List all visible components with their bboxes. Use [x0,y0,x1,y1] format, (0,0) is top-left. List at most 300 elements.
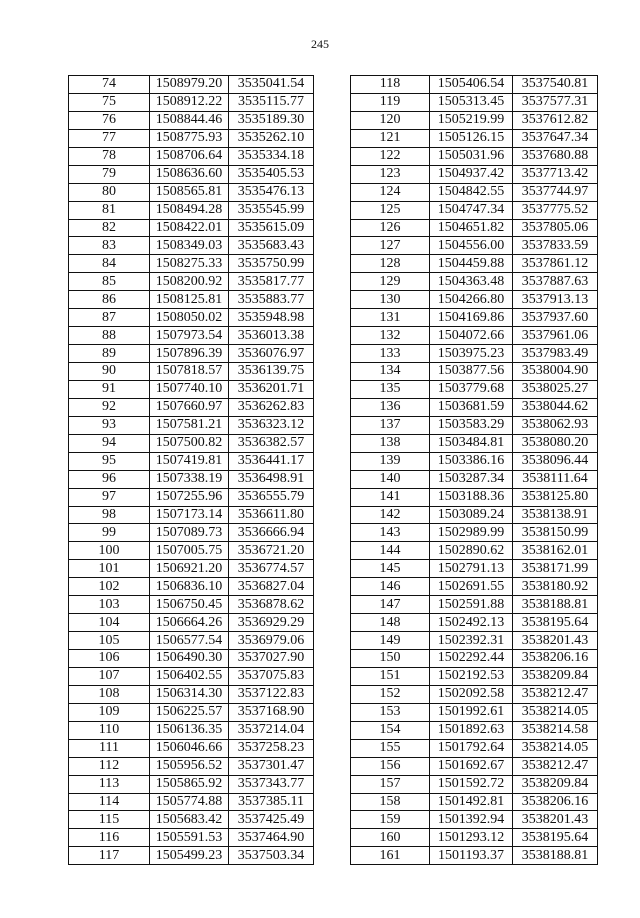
table-row [351,488,598,506]
point-number-cell: 105 [69,632,150,650]
table-row [351,309,598,327]
point-number-cell: 101 [69,560,150,578]
point-number-cell: 139 [351,452,430,470]
y-coordinate-cell: 3537913.13 [513,291,598,309]
x-coordinate-cell: 1504747.34 [430,201,513,219]
x-coordinate-cell: 1504072.66 [430,327,513,345]
table-row [69,506,314,524]
x-coordinate-cell: 1506314.30 [150,685,229,703]
point-number-cell: 80 [69,183,150,201]
y-coordinate-cell: 3535750.99 [229,255,314,273]
y-coordinate-cell: 3537937.60 [513,309,598,327]
y-coordinate-cell: 3536979.06 [229,632,314,650]
point-number-cell: 160 [351,829,430,847]
table-row [351,345,598,363]
table-row [351,327,598,345]
point-number-cell: 111 [69,739,150,757]
table-row [351,632,598,650]
x-coordinate-cell: 1507173.14 [150,506,229,524]
x-coordinate-cell: 1502292.44 [430,650,513,668]
point-number-cell: 113 [69,775,150,793]
point-number-cell: 130 [351,291,430,309]
table-row [351,147,598,165]
table-row [351,811,598,829]
point-number-cell: 150 [351,650,430,668]
y-coordinate-cell: 3538025.27 [513,380,598,398]
x-coordinate-cell: 1507500.82 [150,434,229,452]
x-coordinate-cell: 1501592.72 [430,775,513,793]
point-number-cell: 123 [351,165,430,183]
table-row [69,452,314,470]
x-coordinate-cell: 1501792.64 [430,739,513,757]
table-row [351,757,598,775]
page-number: 245 [311,37,329,51]
point-number-cell: 158 [351,793,430,811]
y-coordinate-cell: 3536139.75 [229,363,314,381]
table-row [69,165,314,183]
y-coordinate-cell: 3536929.29 [229,614,314,632]
x-coordinate-cell: 1501193.37 [430,847,513,865]
x-coordinate-cell: 1507255.96 [150,488,229,506]
table-row [69,721,314,739]
x-coordinate-cell: 1506136.35 [150,721,229,739]
point-number-cell: 91 [69,380,150,398]
y-coordinate-cell: 3537744.97 [513,183,598,201]
x-coordinate-cell: 1502989.99 [430,524,513,542]
point-number-cell: 82 [69,219,150,237]
x-coordinate-cell: 1504842.55 [430,183,513,201]
table-row [351,129,598,147]
y-coordinate-cell: 3538201.43 [513,811,598,829]
point-number-cell: 122 [351,147,430,165]
x-coordinate-cell: 1505683.42 [150,811,229,829]
x-coordinate-cell: 1505956.52 [150,757,229,775]
y-coordinate-cell: 3538212.47 [513,685,598,703]
point-number-cell: 108 [69,685,150,703]
table-row [351,398,598,416]
point-number-cell: 118 [351,76,430,94]
x-coordinate-cell: 1505031.96 [430,147,513,165]
point-number-cell: 152 [351,685,430,703]
table-row [69,434,314,452]
point-number-cell: 161 [351,847,430,865]
x-coordinate-cell: 1508349.03 [150,237,229,255]
x-coordinate-cell: 1504169.86 [430,309,513,327]
point-number-cell: 119 [351,93,430,111]
y-coordinate-cell: 3538195.64 [513,614,598,632]
table-row [351,542,598,560]
point-number-cell: 148 [351,614,430,632]
point-number-cell: 146 [351,578,430,596]
y-coordinate-cell: 3537258.23 [229,739,314,757]
point-number-cell: 87 [69,309,150,327]
y-coordinate-cell: 3537464.90 [229,829,314,847]
table-row [69,93,314,111]
y-coordinate-cell: 3535683.43 [229,237,314,255]
x-coordinate-cell: 1503287.34 [430,470,513,488]
x-coordinate-cell: 1506402.55 [150,667,229,685]
table-row [351,183,598,201]
x-coordinate-cell: 1502392.31 [430,632,513,650]
x-coordinate-cell: 1507419.81 [150,452,229,470]
table-row [351,524,598,542]
point-number-cell: 90 [69,363,150,381]
point-number-cell: 121 [351,129,430,147]
x-coordinate-cell: 1505313.45 [430,93,513,111]
point-number-cell: 110 [69,721,150,739]
x-coordinate-cell: 1501892.63 [430,721,513,739]
y-coordinate-cell: 3538206.16 [513,650,598,668]
y-coordinate-cell: 3536666.94 [229,524,314,542]
y-coordinate-cell: 3535405.53 [229,165,314,183]
y-coordinate-cell: 3538044.62 [513,398,598,416]
x-coordinate-cell: 1505406.54 [430,76,513,94]
x-coordinate-cell: 1507818.57 [150,363,229,381]
point-number-cell: 133 [351,345,430,363]
y-coordinate-cell: 3535041.54 [229,76,314,94]
x-coordinate-cell: 1504651.82 [430,219,513,237]
point-number-cell: 116 [69,829,150,847]
y-coordinate-cell: 3538125.80 [513,488,598,506]
table-row [69,129,314,147]
table-row [69,147,314,165]
y-coordinate-cell: 3537983.49 [513,345,598,363]
table-row [69,614,314,632]
x-coordinate-cell: 1503877.56 [430,363,513,381]
x-coordinate-cell: 1508275.33 [150,255,229,273]
x-coordinate-cell: 1508979.20 [150,76,229,94]
y-coordinate-cell: 3538209.84 [513,667,598,685]
point-number-cell: 106 [69,650,150,668]
x-coordinate-cell: 1508844.46 [150,111,229,129]
y-coordinate-cell: 3537805.06 [513,219,598,237]
point-number-cell: 141 [351,488,430,506]
y-coordinate-cell: 3537301.47 [229,757,314,775]
x-coordinate-cell: 1508775.93 [150,129,229,147]
y-coordinate-cell: 3537122.83 [229,685,314,703]
point-number-cell: 127 [351,237,430,255]
point-number-cell: 100 [69,542,150,560]
x-coordinate-cell: 1505219.99 [430,111,513,129]
y-coordinate-cell: 3537577.31 [513,93,598,111]
point-number-cell: 79 [69,165,150,183]
y-coordinate-cell: 3537503.34 [229,847,314,865]
y-coordinate-cell: 3535115.77 [229,93,314,111]
point-number-cell: 125 [351,201,430,219]
y-coordinate-cell: 3536827.04 [229,578,314,596]
table-row [69,309,314,327]
table-row [351,560,598,578]
table-row [351,219,598,237]
coordinate-table-left [68,75,314,865]
table-row [69,560,314,578]
x-coordinate-cell: 1507896.39 [150,345,229,363]
point-number-cell: 95 [69,452,150,470]
table-row [69,380,314,398]
table-row [351,111,598,129]
table-row [69,470,314,488]
point-number-cell: 143 [351,524,430,542]
table-row [351,847,598,865]
y-coordinate-cell: 3537647.34 [513,129,598,147]
x-coordinate-cell: 1507660.97 [150,398,229,416]
point-number-cell: 147 [351,596,430,614]
point-number-cell: 138 [351,434,430,452]
table-row [351,470,598,488]
point-number-cell: 74 [69,76,150,94]
table-row [351,721,598,739]
y-coordinate-cell: 3538080.20 [513,434,598,452]
table-row [351,829,598,847]
y-coordinate-cell: 3538201.43 [513,632,598,650]
table-row [69,793,314,811]
table-row [69,183,314,201]
table-row [69,255,314,273]
x-coordinate-cell: 1508422.01 [150,219,229,237]
x-coordinate-cell: 1505591.53 [150,829,229,847]
table-row [69,488,314,506]
y-coordinate-cell: 3535615.09 [229,219,314,237]
x-coordinate-cell: 1502492.13 [430,614,513,632]
table-row [69,542,314,560]
y-coordinate-cell: 3538188.81 [513,596,598,614]
x-coordinate-cell: 1503681.59 [430,398,513,416]
y-coordinate-cell: 3536262.83 [229,398,314,416]
table-row [351,416,598,434]
table-row [69,703,314,721]
x-coordinate-cell: 1501692.67 [430,757,513,775]
point-number-cell: 107 [69,667,150,685]
y-coordinate-cell: 3538162.01 [513,542,598,560]
point-number-cell: 132 [351,327,430,345]
table-row [351,578,598,596]
y-coordinate-cell: 3535817.77 [229,273,314,291]
table-row [69,237,314,255]
point-number-cell: 124 [351,183,430,201]
x-coordinate-cell: 1508706.64 [150,147,229,165]
table-row [351,93,598,111]
y-coordinate-cell: 3536323.12 [229,416,314,434]
table-row [69,273,314,291]
x-coordinate-cell: 1506046.66 [150,739,229,757]
table-row [69,667,314,685]
y-coordinate-cell: 3537540.81 [513,76,598,94]
y-coordinate-cell: 3538195.64 [513,829,598,847]
table-row [351,650,598,668]
point-number-cell: 117 [69,847,150,865]
y-coordinate-cell: 3536498.91 [229,470,314,488]
point-number-cell: 76 [69,111,150,129]
point-number-cell: 144 [351,542,430,560]
y-coordinate-cell: 3537612.82 [513,111,598,129]
table-row [351,165,598,183]
y-coordinate-cell: 3538212.47 [513,757,598,775]
table-row [351,201,598,219]
table-row [69,219,314,237]
y-coordinate-cell: 3538096.44 [513,452,598,470]
y-coordinate-cell: 3538188.81 [513,847,598,865]
y-coordinate-cell: 3538214.58 [513,721,598,739]
point-number-cell: 77 [69,129,150,147]
x-coordinate-cell: 1504937.42 [430,165,513,183]
point-number-cell: 140 [351,470,430,488]
point-number-cell: 99 [69,524,150,542]
y-coordinate-cell: 3536441.17 [229,452,314,470]
point-number-cell: 114 [69,793,150,811]
table-row [69,650,314,668]
y-coordinate-cell: 3537775.52 [513,201,598,219]
x-coordinate-cell: 1503089.24 [430,506,513,524]
x-coordinate-cell: 1505126.15 [430,129,513,147]
table-row [69,398,314,416]
y-coordinate-cell: 3536382.57 [229,434,314,452]
table-row [351,614,598,632]
y-coordinate-cell: 3537861.12 [513,255,598,273]
x-coordinate-cell: 1504266.80 [430,291,513,309]
point-number-cell: 120 [351,111,430,129]
x-coordinate-cell: 1503484.81 [430,434,513,452]
point-number-cell: 94 [69,434,150,452]
y-coordinate-cell: 3538171.99 [513,560,598,578]
y-coordinate-cell: 3535476.13 [229,183,314,201]
table-row [69,416,314,434]
table-row [69,811,314,829]
table-row [351,452,598,470]
x-coordinate-cell: 1504556.00 [430,237,513,255]
y-coordinate-cell: 3537075.83 [229,667,314,685]
y-coordinate-cell: 3538209.84 [513,775,598,793]
table-row [69,111,314,129]
point-number-cell: 97 [69,488,150,506]
table-row [351,76,598,94]
y-coordinate-cell: 3538214.05 [513,739,598,757]
x-coordinate-cell: 1506836.10 [150,578,229,596]
point-number-cell: 78 [69,147,150,165]
point-number-cell: 136 [351,398,430,416]
point-number-cell: 104 [69,614,150,632]
point-number-cell: 103 [69,596,150,614]
point-number-cell: 81 [69,201,150,219]
y-coordinate-cell: 3536878.62 [229,596,314,614]
x-coordinate-cell: 1505774.88 [150,793,229,811]
table-row [69,363,314,381]
point-number-cell: 129 [351,273,430,291]
x-coordinate-cell: 1503386.16 [430,452,513,470]
x-coordinate-cell: 1504363.48 [430,273,513,291]
x-coordinate-cell: 1502192.53 [430,667,513,685]
table-row [69,739,314,757]
point-number-cell: 156 [351,757,430,775]
x-coordinate-cell: 1503583.29 [430,416,513,434]
x-coordinate-cell: 1506490.30 [150,650,229,668]
y-coordinate-cell: 3538004.90 [513,363,598,381]
point-number-cell: 92 [69,398,150,416]
y-coordinate-cell: 3535189.30 [229,111,314,129]
point-number-cell: 88 [69,327,150,345]
table-row [351,291,598,309]
table-row [69,76,314,94]
point-number-cell: 98 [69,506,150,524]
y-coordinate-cell: 3535262.10 [229,129,314,147]
y-coordinate-cell: 3538214.05 [513,703,598,721]
y-coordinate-cell: 3538111.64 [513,470,598,488]
x-coordinate-cell: 1506225.57 [150,703,229,721]
table-row [69,201,314,219]
point-number-cell: 149 [351,632,430,650]
y-coordinate-cell: 3537713.42 [513,165,598,183]
table-row [351,434,598,452]
x-coordinate-cell: 1501492.81 [430,793,513,811]
y-coordinate-cell: 3536721.20 [229,542,314,560]
y-coordinate-cell: 3537168.90 [229,703,314,721]
table-row [69,757,314,775]
x-coordinate-cell: 1507581.21 [150,416,229,434]
point-number-cell: 154 [351,721,430,739]
table-row [351,703,598,721]
x-coordinate-cell: 1501293.12 [430,829,513,847]
point-number-cell: 126 [351,219,430,237]
x-coordinate-cell: 1502691.55 [430,578,513,596]
x-coordinate-cell: 1508912.22 [150,93,229,111]
table-row [351,363,598,381]
point-number-cell: 134 [351,363,430,381]
table-row [69,578,314,596]
x-coordinate-cell: 1502591.88 [430,596,513,614]
table-row [69,327,314,345]
x-coordinate-cell: 1508050.02 [150,309,229,327]
table-row [69,847,314,865]
y-coordinate-cell: 3538180.92 [513,578,598,596]
y-coordinate-cell: 3538138.91 [513,506,598,524]
x-coordinate-cell: 1506664.26 [150,614,229,632]
point-number-cell: 83 [69,237,150,255]
point-number-cell: 115 [69,811,150,829]
table-row [69,829,314,847]
point-number-cell: 153 [351,703,430,721]
y-coordinate-cell: 3536774.57 [229,560,314,578]
x-coordinate-cell: 1507973.54 [150,327,229,345]
y-coordinate-cell: 3537214.04 [229,721,314,739]
y-coordinate-cell: 3535545.99 [229,201,314,219]
table-row [351,380,598,398]
x-coordinate-cell: 1505499.23 [150,847,229,865]
table-row [351,596,598,614]
table-row [351,506,598,524]
table-row [69,345,314,363]
x-coordinate-cell: 1502890.62 [430,542,513,560]
y-coordinate-cell: 3535883.77 [229,291,314,309]
table-row [351,775,598,793]
x-coordinate-cell: 1508125.81 [150,291,229,309]
point-number-cell: 112 [69,757,150,775]
y-coordinate-cell: 3536555.79 [229,488,314,506]
y-coordinate-cell: 3537887.63 [513,273,598,291]
point-number-cell: 109 [69,703,150,721]
table-row [69,291,314,309]
y-coordinate-cell: 3535334.18 [229,147,314,165]
point-number-cell: 128 [351,255,430,273]
table-row [351,273,598,291]
y-coordinate-cell: 3537385.11 [229,793,314,811]
point-number-cell: 155 [351,739,430,757]
y-coordinate-cell: 3536201.71 [229,380,314,398]
x-coordinate-cell: 1508200.92 [150,273,229,291]
point-number-cell: 85 [69,273,150,291]
x-coordinate-cell: 1503779.68 [430,380,513,398]
x-coordinate-cell: 1503188.36 [430,488,513,506]
table-row [69,775,314,793]
y-coordinate-cell: 3536611.80 [229,506,314,524]
